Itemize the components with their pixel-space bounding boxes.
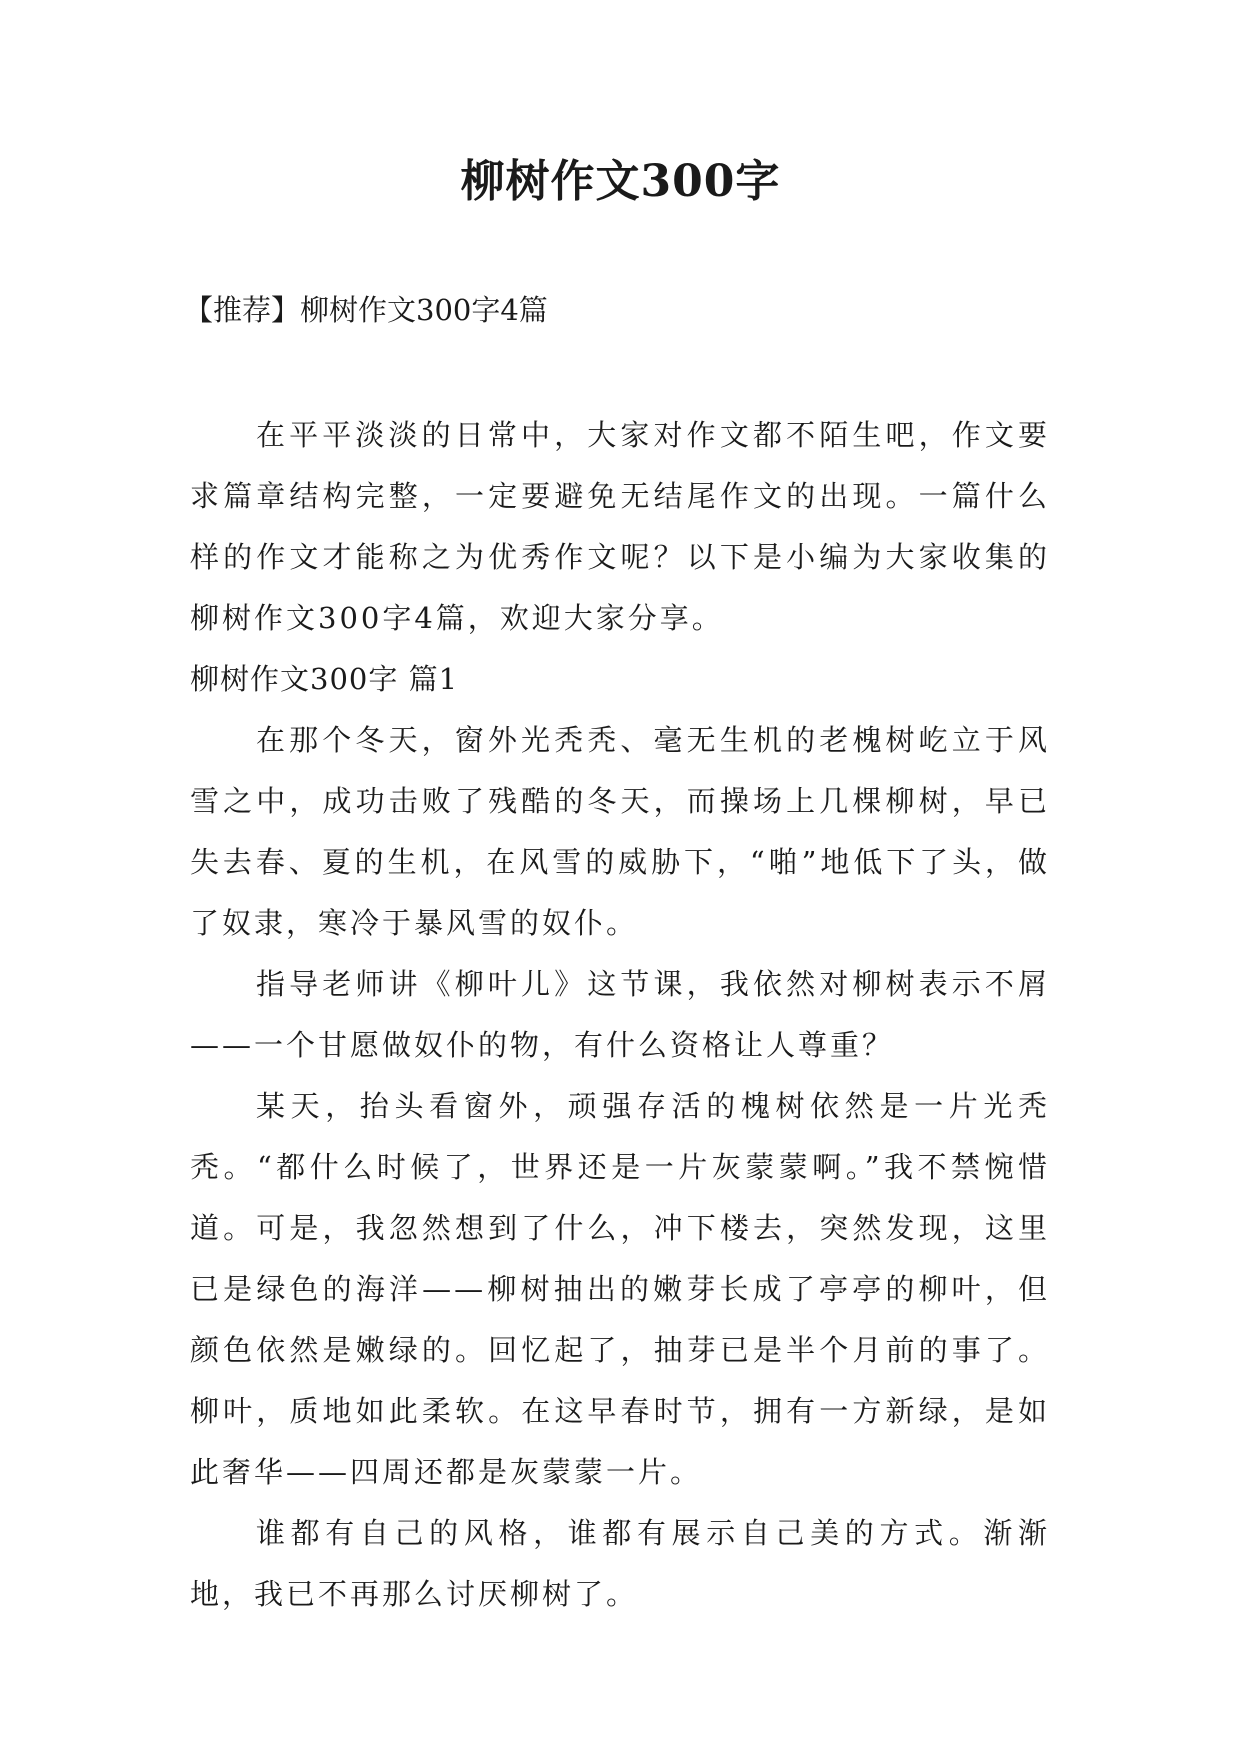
- body-paragraph: 在那个冬天，窗外光秃秃、毫无生机的老槐树屹立于风雪之中，成功击败了残酷的冬天，而操场上几棵柳树，早已失去春、夏的生机，在风雪的威胁下，“啪”地低下了头，做了奴隶，寒冷于暴风雪的奴仆。: [190, 723, 1050, 940]
- section-heading: 柳树作文300字 篇1: [190, 662, 459, 696]
- intro-paragraph: 在平平淡淡的日常中，大家对作文都不陌生吧，作文要求篇章结构完整，一定要避免无结尾作文的出现。一篇什么样的作文才能称之为优秀作文呢？以下是小编为大家收集的柳树作文300字4篇，欢迎大家分享。: [190, 418, 1050, 635]
- body-paragraph: 指导老师讲《柳叶儿》这节课，我依然对柳树表示不屑——一个甘愿做奴仆的物，有什么资格让人尊重？: [190, 967, 1050, 1062]
- document-body: [190, 405, 1050, 1625]
- body-paragraph: 谁都有自己的风格，谁都有展示自己美的方式。渐渐地，我已不再那么讨厌柳树了。: [190, 1516, 1050, 1611]
- document-title: 柳树作文300字: [460, 156, 781, 207]
- body-paragraph: 某天，抬头看窗外，顽强存活的槐树依然是一片光秃秃。“都什么时候了，世界还是一片灰蒙蒙啊。”我不禁惋惜道。可是，我忽然想到了什么，冲下楼去，突然发现，这里已是绿色的海洋——柳树抽出的嫩芽长成了亭亭的柳叶，但颜色依然是嫩绿的。回忆起了，抽芽已是半个月前的事了。柳叶，质地如此柔软。在这早春时节，拥有一方新绿，是如此奢华——四周还都是灰蒙蒙一片。: [190, 1089, 1050, 1489]
- document-subtitle: 【推荐】柳树作文300字4篇: [184, 293, 548, 327]
